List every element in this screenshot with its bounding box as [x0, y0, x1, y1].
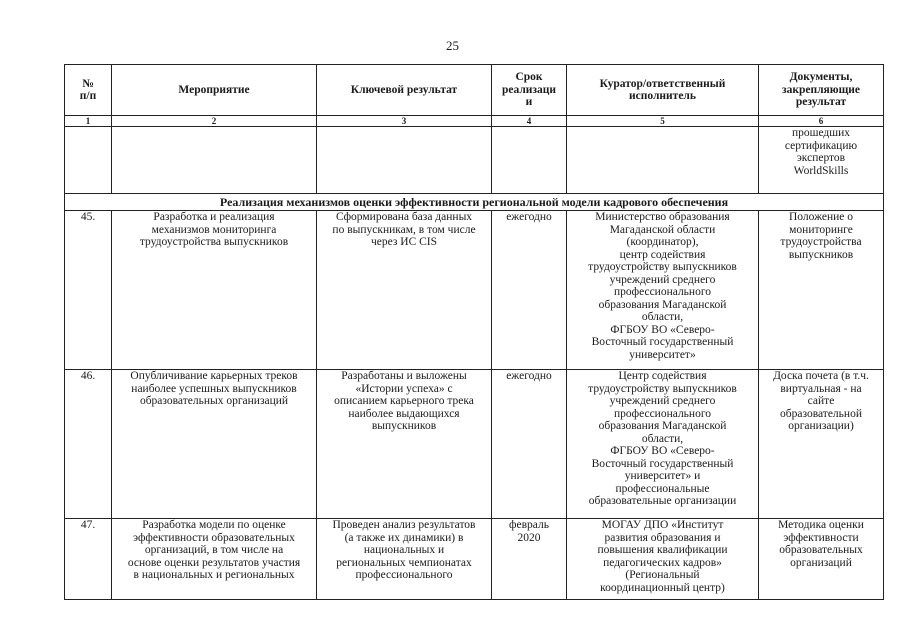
column-number: 1: [65, 116, 112, 127]
row-number: 46.: [65, 370, 112, 519]
column-number-row: [65, 116, 884, 127]
table-row: [65, 211, 884, 370]
section-row: [65, 194, 884, 211]
column-number: 4: [492, 116, 567, 127]
header-event: Мероприятие: [112, 65, 317, 116]
column-number: 6: [759, 116, 884, 127]
curator-cell: МОГАУ ДПО «Институт развития образования и повышения квалификации педагогических кадров» (Региональный координационный центр): [567, 519, 759, 600]
header-number: № п/п: [65, 65, 112, 116]
documents-cell: Методика оценки эффективности образовательных организаций: [759, 519, 884, 600]
continuation-documents-cell: прошедших сертификацию экспертов WorldSkills: [759, 127, 884, 194]
plan-table: [64, 64, 884, 600]
header-documents: Документы, закрепляющие результат: [759, 65, 884, 116]
term-cell: февраль 2020: [492, 519, 567, 600]
column-number: 2: [112, 116, 317, 127]
key-result-cell: Проведен анализ результатов (а также их динамики) в национальных и региональных чемпионатах профессионального: [317, 519, 492, 600]
row-number: 45.: [65, 211, 112, 370]
column-number: 5: [567, 116, 759, 127]
key-result-cell: Разработаны и выложены «Истории успеха» с описанием карьерного трека наиболее выдающихся выпускников: [317, 370, 492, 519]
table-row: [65, 519, 884, 600]
key-result-cell: Сформирована база данных по выпускникам, в том числе через ИС CIS: [317, 211, 492, 370]
header-row: [65, 65, 884, 116]
curator-cell: Министерство образования Магаданской области (координатор), центр содействия трудоустройству выпускников учреждений среднего профессионального образования Магаданской области, ФГБОУ ВО «Северо- Восточный государственный университет»: [567, 211, 759, 370]
term-cell: ежегодно: [492, 211, 567, 370]
header-curator: Куратор/ответственный исполнитель: [567, 65, 759, 116]
event-cell: Разработка и реализация механизмов мониторинга трудоустройства выпускников: [112, 211, 317, 370]
documents-cell: Доска почета (в т.ч. виртуальная - на сайте образовательной организации): [759, 370, 884, 519]
header-term: Срок реализаци и: [492, 65, 567, 116]
documents-cell: Положение о мониторинге трудоустройства выпускников: [759, 211, 884, 370]
event-cell: Разработка модели по оценке эффективности образовательных организаций, в том числе на основе оценки результатов участия в национальных и региональных: [112, 519, 317, 600]
event-cell: Опубличивание карьерных треков наиболее успешных выпускников образовательных организаций: [112, 370, 317, 519]
curator-cell: Центр содействия трудоустройству выпускников учреждений среднего профессионального образования Магаданской области, ФГБОУ ВО «Северо- Восточный государственный университет» и профессиональные образовательные организации: [567, 370, 759, 519]
continuation-row: [65, 127, 884, 194]
column-number: 3: [317, 116, 492, 127]
page-number: 25: [446, 38, 459, 53]
row-number: 47.: [65, 519, 112, 600]
section-title: Реализация механизмов оценки эффективности региональной модели кадрового обеспечения: [65, 194, 884, 211]
term-cell: ежегодно: [492, 370, 567, 519]
table-row: [65, 370, 884, 519]
header-key-result: Ключевой результат: [317, 65, 492, 116]
